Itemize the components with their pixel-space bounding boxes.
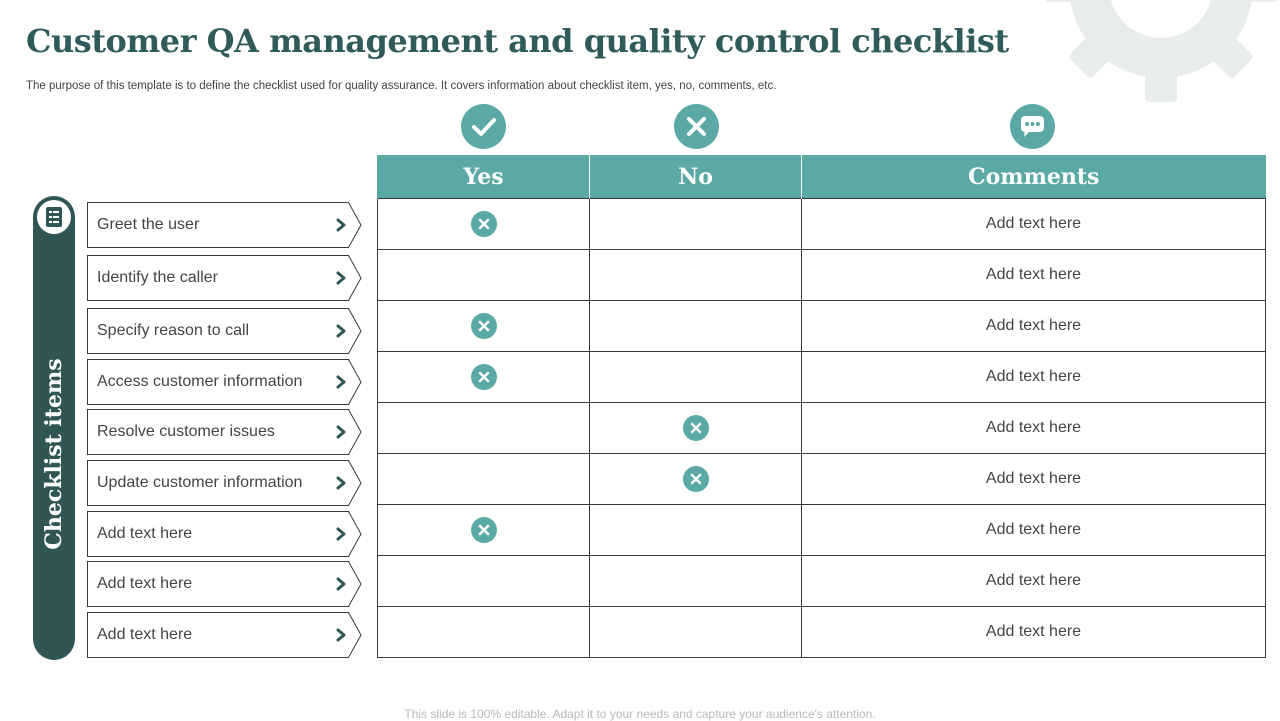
no-cell [590, 250, 802, 301]
checklist-item-label: Specify reason to call [97, 322, 250, 339]
page-title: Customer QA management and quality control checklist [26, 22, 1009, 60]
no-cell [590, 199, 802, 250]
comments-column-header: Comments [802, 155, 1266, 199]
page-subtitle: The purpose of this template is to define the checklist used for quality assurance. It covers information about checklist item, yes, no, comments, etc. [26, 80, 777, 92]
checklist-item [87, 511, 362, 557]
yes-cell [378, 352, 590, 403]
no-column-header: No [590, 155, 802, 199]
comment-cell: Add text here [802, 250, 1266, 301]
chevron-right-icon [334, 424, 348, 440]
checklist-sidebar [33, 196, 75, 660]
comment-cell: Add text here [802, 454, 1266, 505]
yes-cell [378, 454, 590, 505]
x-mark-icon [471, 313, 497, 339]
no-cell [590, 301, 802, 352]
yes-cell [378, 301, 590, 352]
comment-cell: Add text here [802, 199, 1266, 250]
no-cell [590, 352, 802, 403]
chevron-right-icon [334, 374, 348, 390]
no-cell [590, 454, 802, 505]
comment-cell: Add text here [802, 607, 1266, 658]
comment-cell: Add text here [802, 352, 1266, 403]
chevron-right-icon [334, 217, 348, 233]
x-mark-icon [471, 517, 497, 543]
yes-cell [378, 505, 590, 556]
checklist-item [87, 308, 362, 354]
checklist-item-label: Greet the user [97, 216, 200, 233]
gear-icon [1045, 0, 1277, 102]
chevron-right-icon [334, 627, 348, 643]
table-row [378, 403, 1266, 454]
checklist-item [87, 202, 362, 248]
table-row [378, 607, 1266, 658]
no-cell [590, 607, 802, 658]
checklist-item [87, 460, 362, 506]
no-cell [590, 403, 802, 454]
clipboard-list-icon [37, 200, 71, 234]
checklist-table-body [378, 199, 1266, 658]
checkmark-icon [461, 104, 506, 149]
table-row [378, 250, 1266, 301]
yes-column-header: Yes [378, 155, 590, 199]
comment-cell: Add text here [802, 556, 1266, 607]
x-mark-icon [683, 415, 709, 441]
chevron-right-icon [334, 475, 348, 491]
close-icon [674, 104, 719, 149]
footer-note: This slide is 100% editable. Adapt it to your needs and capture your audience's attention. [404, 707, 876, 721]
yes-cell [378, 250, 590, 301]
checklist-item-label: Access customer information [97, 373, 303, 390]
checklist-item [87, 255, 362, 301]
checklist-item [87, 359, 362, 405]
no-cell [590, 505, 802, 556]
checklist-item-label: Add text here [97, 575, 193, 592]
table-row [378, 556, 1266, 607]
no-cell [590, 556, 802, 607]
chat-bubble-icon [1010, 104, 1055, 149]
table-row [378, 454, 1266, 505]
yes-cell [378, 199, 590, 250]
checklist-item-label: Add text here [97, 626, 193, 643]
table-row [378, 352, 1266, 403]
checklist-item [87, 612, 362, 658]
checklist-item-label: Update customer information [97, 474, 303, 491]
checklist-item [87, 409, 362, 455]
checklist-item-label: Resolve customer issues [97, 423, 275, 440]
table-row [378, 301, 1266, 352]
x-mark-icon [471, 364, 497, 390]
table-row [378, 199, 1266, 250]
checklist-item-label: Identify the caller [97, 269, 218, 286]
chevron-right-icon [334, 270, 348, 286]
chevron-right-icon [334, 323, 348, 339]
yes-cell [378, 556, 590, 607]
x-mark-icon [471, 211, 497, 237]
sidebar-label: Checklist items [41, 358, 67, 550]
checklist-table [377, 155, 1266, 658]
chevron-right-icon [334, 526, 348, 542]
x-mark-icon [683, 466, 709, 492]
yes-cell [378, 607, 590, 658]
yes-cell [378, 403, 590, 454]
comment-cell: Add text here [802, 505, 1266, 556]
comment-cell: Add text here [802, 403, 1266, 454]
checklist-item-label: Add text here [97, 525, 193, 542]
table-row [378, 505, 1266, 556]
chevron-right-icon [334, 576, 348, 592]
checklist-item [87, 561, 362, 607]
comment-cell: Add text here [802, 301, 1266, 352]
